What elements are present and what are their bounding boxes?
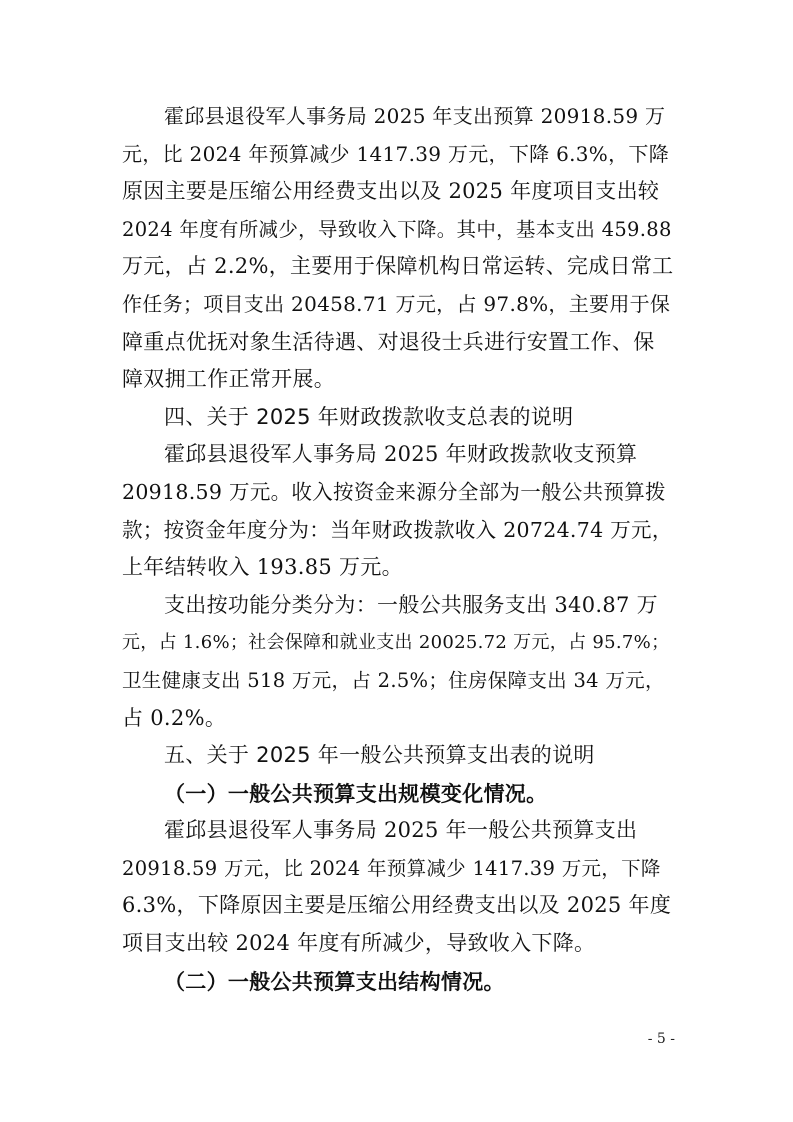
paragraph4-line-3: 6.3%，下降原因主要是压缩公用经费支出以及 2025 年度 <box>122 893 672 918</box>
section-heading-4: 四、关于 2025 年财政拨款收支总表的说明 <box>164 404 574 429</box>
paragraph1-line-6: 作任务；项目支出 20458.71 万元，占 97.8%，主要用于保 <box>122 291 671 316</box>
paragraph3-line-3: 卫生健康支出 518 万元，占 2.5%；住房保障支出 34 万元， <box>122 668 665 692</box>
paragraph3-line-1: 支出按功能分类分为：一般公共服务支出 340.87 万 <box>164 592 658 617</box>
paragraph1-line-2: 元，比 2024 年预算减少 1417.39 万元，下降 6.3%，下降 <box>122 141 670 166</box>
paragraph1-line-5: 万元，占 2.2%，主要用于保障机构日常运转、完成日常工 <box>122 254 674 279</box>
paragraph4-line-1: 霍邱县退役军人事务局 2025 年一般公共预算支出 <box>164 818 638 843</box>
paragraph1-line-8: 障双拥工作正常开展。 <box>122 367 335 392</box>
paragraph2-line-1: 霍邱县退役军人事务局 2025 年财政拨款收支预算 <box>164 442 638 467</box>
subheading-2: （二）一般公共预算支出结构情况。 <box>164 968 505 994</box>
paragraph1-line-1: 霍邱县退役军人事务局 2025 年支出预算 20918.59 万 <box>164 104 666 128</box>
paragraph1-line-4: 2024 年度有所减少，导致收入下降。其中，基本支出 459.88 <box>122 217 672 241</box>
paragraph2-line-2: 20918.59 万元。收入按资金来源分全部为一般公共预算拨 <box>122 479 666 504</box>
document-body <box>122 98 672 1000</box>
paragraph4-line-4: 项目支出较 2024 年度有所减少，导致收入下降。 <box>122 931 596 956</box>
paragraph2-line-4: 上年结转收入 193.85 万元。 <box>122 555 403 580</box>
paragraph3-line-2: 元，占 1.6%；社会保障和就业支出 20025.72 万元，占 95.7%； <box>122 632 670 654</box>
section-heading-5: 五、关于 2025 年一般公共预算支出表的说明 <box>164 743 595 768</box>
paragraph4-line-2: 20918.59 万元，比 2024 年预算减少 1417.39 万元，下降 <box>122 856 661 880</box>
subheading-1: （一）一般公共预算支出规模变化情况。 <box>164 780 548 806</box>
paragraph3-line-4: 占 0.2%。 <box>122 705 227 730</box>
page-number: - 5 - <box>647 1031 675 1047</box>
paragraph1-line-7: 障重点优抚对象生活待遇、对退役士兵进行安置工作、保 <box>122 329 655 354</box>
paragraph2-line-3: 款；按资金年度分为：当年财政拨款收入 20724.74 万元， <box>122 517 673 542</box>
paragraph1-line-3: 原因主要是压缩公用经费支出以及 2025 年度项目支出较 <box>122 179 660 204</box>
